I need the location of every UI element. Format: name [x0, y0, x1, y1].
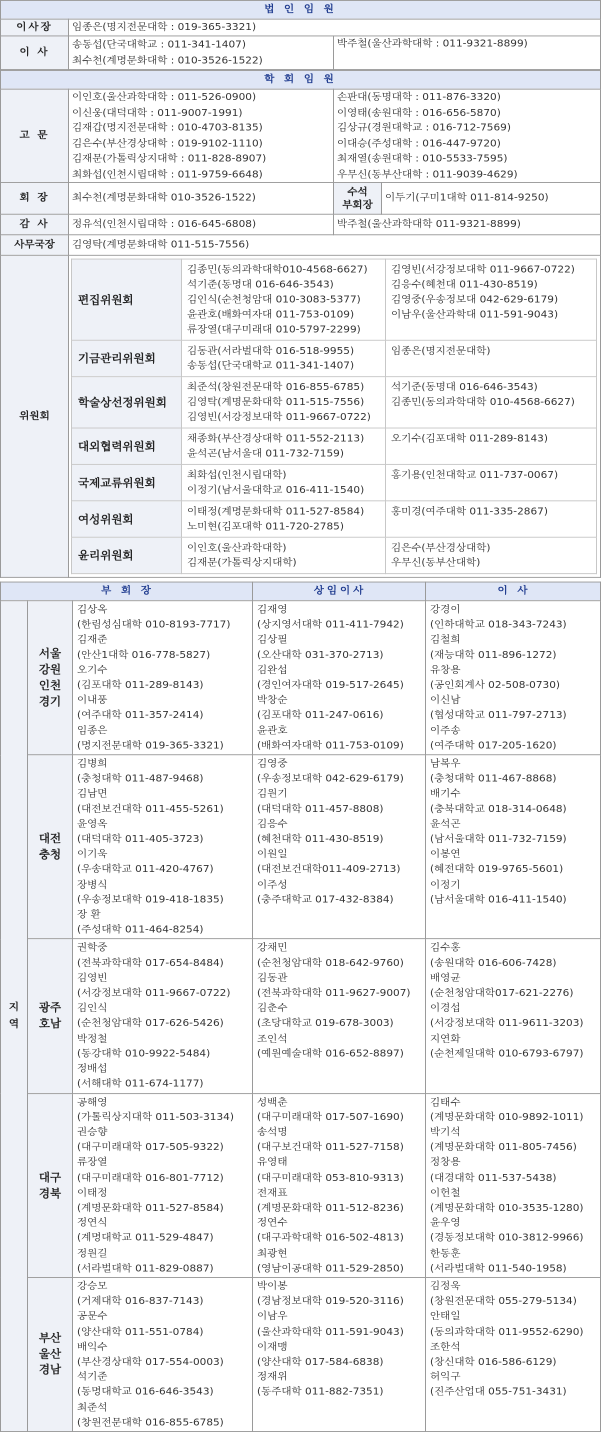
vice-president-cell — [73, 1277, 253, 1431]
regional-table — [0, 582, 601, 1432]
committee-member: 임종은(명지전문대학) — [391, 345, 491, 357]
standing-director-affiliation: (상지영서대학 011-411-7942) — [257, 619, 404, 631]
director-affiliation: (인하대학교 018-343-7243) — [430, 619, 567, 631]
director: 송동섭(단국대학교 : 011-341-1407) — [72, 39, 246, 51]
committee-member: 이남우(울산과학대 011-591-9043) — [391, 308, 559, 321]
director-affiliation: (협성대학교 011-797-2713) — [430, 709, 567, 722]
standing-director-affiliation: (전북과학대학 011-9627-9007) — [257, 987, 411, 999]
secretary-value: 김영탁(계명문화대학 011-515-7556) — [69, 235, 601, 256]
region-name-line: 경기 — [38, 694, 62, 708]
committee-members-col1 — [182, 340, 386, 376]
committee-member: 우무신(동부산대학) — [391, 557, 481, 569]
committee-member — [391, 446, 591, 461]
standing-director-name: 송석명 — [257, 1126, 288, 1138]
director-affiliation: (충청대학 011-467-8868) — [430, 773, 557, 785]
chair-value: 임종은(명지전문대학 : 019-365-3321) — [69, 19, 601, 36]
committee-member — [391, 322, 591, 337]
region-name-line: 호남 — [38, 1017, 62, 1031]
director-affiliation: (남서울대학 011-732-7159) — [430, 833, 567, 845]
standing-director-affiliation: (김포대학 011-247-0616) — [257, 709, 384, 722]
committee-row — [72, 340, 597, 376]
committee-member: 윤석곤(남서울대 011-732-7159) — [187, 448, 344, 460]
director-name: 조한석 — [430, 1341, 461, 1353]
standing-director-affiliation: (경인여자대학 019-517-2645) — [257, 679, 404, 691]
director-name: 허익구 — [430, 1371, 461, 1383]
standing-director-affiliation: (대구미래대학 053-810-9313) — [257, 1172, 404, 1184]
committee-member: 김영중(우송정보대 042-629-6179) — [391, 294, 559, 306]
senior-vp-value: 이두기(구미1대학 011-814-9250) — [382, 183, 601, 215]
vice-president-cell — [73, 601, 253, 755]
region-name — [28, 939, 73, 1093]
region-name-line: 대전 — [38, 831, 62, 846]
vice-president-name: 장병식 — [77, 879, 108, 891]
committee-row — [72, 259, 597, 340]
vice-president-cell — [73, 1093, 253, 1277]
standing-director-affiliation: (혜천대학 011-430-8519) — [257, 833, 384, 845]
region-row — [1, 1277, 601, 1431]
corp-officers-header: 법 인 임 원 — [1, 0, 601, 19]
vice-president-affiliation: (계명대학교 011-529-4847) — [77, 1232, 214, 1244]
region-name-line: 광주 — [38, 1001, 62, 1015]
standing-director-name: 전재표 — [257, 1187, 288, 1199]
auditor-value-1: 정유석(인천시립대학 : 016-645-6808) — [69, 214, 334, 235]
vice-president-name: 배익수 — [77, 1341, 108, 1353]
vice-president-affiliation: (양산대학 011-551-0784) — [77, 1326, 204, 1338]
vice-president-name: 장 환 — [77, 909, 101, 921]
region-name — [28, 601, 73, 755]
vice-president-affiliation: (우송대학교 011-420-4767) — [77, 863, 214, 876]
region-row — [1, 601, 601, 755]
corp-officers-table — [0, 0, 601, 70]
committee-member: 류장열(대구미래대 010-5797-2299) — [187, 323, 361, 336]
director-name: 김태수 — [430, 1096, 461, 1108]
auditor-value-2: 박주철(울산과학대학 011-9321-8899) — [334, 214, 601, 235]
vice-president-affiliation: (여주대학 011-357-2414) — [77, 709, 204, 722]
vice-president-name: 공문수 — [77, 1310, 108, 1323]
committee-member: 이태정(계명문화대학 011-527-8584) — [187, 505, 365, 518]
standing-director-name: 김완섭 — [257, 664, 288, 676]
director: 최수천(계명문화대학 : 010-3526-1522) — [72, 54, 263, 66]
committee-name: 학술상선정위원회 — [72, 377, 182, 428]
committee-member: 김종민(동의과학대학010-4568-6627) — [187, 264, 368, 276]
vice-president-affiliation: (서강정보대학 011-9667-0722) — [77, 987, 231, 999]
directors-col1 — [69, 36, 334, 70]
committee-member: 최화섭(인천시립대학) — [187, 469, 287, 481]
senior-vp-label-line1: 수석 — [347, 186, 368, 198]
senior-vp-label-line2: 부회장 — [342, 199, 373, 211]
committee-member: 김종민(동의과학대학 010-4568-6627) — [391, 396, 575, 408]
region-name-line: 강원 — [38, 662, 62, 676]
standing-director-name: 조인석 — [257, 1033, 288, 1045]
committee-member: 김인식(순천청암대 010-3083-5377) — [187, 294, 361, 306]
committee-member: 김응수(혜천대 011-430-8519) — [391, 279, 538, 291]
vice-president-affiliation: (전북과학대학 017-654-8484) — [77, 957, 224, 969]
director-affiliation: (계명문화대학 010-9892-1011) — [430, 1111, 584, 1123]
director-affiliation: (대경대학 011-537-5438) — [430, 1172, 557, 1184]
standing-director-name: 김상필 — [257, 634, 288, 646]
director-name: 박기석 — [430, 1126, 461, 1138]
director-affiliation: (송원대학 016-606-7428) — [430, 957, 557, 969]
vice-president-name: 권승향 — [77, 1126, 108, 1138]
standing-director-name: 김춘수 — [257, 1002, 288, 1015]
advisor: 이영태(송원대학 : 016-656-5870) — [337, 106, 501, 119]
vice-president-name: 이내풍 — [77, 694, 108, 706]
committee-row — [72, 537, 597, 573]
advisor: 김은수(부산경상대학 : 019-9102-1110) — [72, 137, 263, 149]
director-affiliation: (서강정보대학 011-9611-3203) — [430, 1017, 584, 1030]
standing-director-affiliation: (경남정보대학 019-520-3116) — [257, 1295, 404, 1308]
vice-president-name: 오기수 — [77, 664, 108, 676]
standing-director-affiliation: (예원예술대학 016-652-8897) — [257, 1048, 404, 1060]
director-affiliation: (순천청암대학017-621-2276) — [430, 987, 574, 999]
director-name: 유창용 — [430, 664, 461, 676]
director-name: 배기수 — [430, 788, 461, 800]
advisor: 김재문(가톨릭상지대학 : 011-828-8907) — [72, 153, 267, 165]
vice-president-affiliation: (창원전문대학 016-855-6785) — [77, 1416, 224, 1429]
director-affiliation: (남서울대학 016-411-1540) — [430, 894, 567, 906]
assoc-officers-header: 학 회 임 원 — [1, 70, 601, 89]
director-affiliation: (경동정보대학 010-3812-9966) — [430, 1232, 584, 1244]
advisor: 우무신(동부산대학 : 011-9039-4629) — [337, 168, 518, 180]
committees-cell — [69, 255, 601, 577]
director-affiliation: (계명문화대학 010-3535-1280) — [430, 1202, 584, 1214]
standing-director-name: 윤관호 — [257, 724, 288, 737]
standing-director-affiliation: (오산대학 031-370-2713) — [257, 649, 384, 661]
col-director: 이 사 — [426, 582, 601, 601]
standing-director-name: 정재위 — [257, 1371, 288, 1383]
director-affiliation: (창원전문대학 055-279-5134) — [430, 1295, 577, 1308]
standing-director-affiliation: (순천청암대학 018-642-9760) — [257, 957, 404, 969]
committee-name: 편집위원회 — [72, 259, 182, 340]
standing-director-name: 김원기 — [257, 788, 288, 800]
standing-director-affiliation: (대구미래대학 017-507-1690) — [257, 1111, 404, 1123]
committee-name: 국제교류위원회 — [72, 464, 182, 500]
director-affiliation: (계명문화대학 011-805-7456) — [430, 1141, 577, 1153]
standing-director-name: 이재맹 — [257, 1341, 288, 1353]
advisor: 이인호(울산과학대학 : 011-526-0900) — [72, 91, 257, 103]
committee-member: 윤관호(배화여자대 011-753-0109) — [187, 308, 355, 321]
committee-members-col1 — [182, 537, 386, 573]
vice-president-affiliation: (대덕대학 011-405-3723) — [77, 833, 204, 845]
standing-director-name: 유영태 — [257, 1156, 288, 1169]
region-name — [28, 755, 73, 939]
committee-members-col2 — [386, 464, 597, 500]
standing-director-affiliation: (충주대학교 017-432-8384) — [257, 894, 394, 906]
president-value: 최수천(계명문화대학 010-3526-1522) — [69, 183, 334, 215]
director-affiliation: (여주대학 017-205-1620) — [430, 740, 557, 752]
director-name: 이경섭 — [430, 1002, 461, 1015]
standing-director-name: 김응수 — [257, 818, 288, 830]
vice-president-affiliation: (동명대학교 016-646-3543) — [77, 1386, 214, 1398]
director-name: 배영균 — [430, 972, 461, 984]
vice-president-name: 이태정 — [77, 1187, 108, 1199]
standing-director-name: 강채민 — [257, 942, 288, 954]
vice-president-name: 김인식 — [77, 1002, 108, 1015]
director-cell — [426, 1277, 601, 1431]
vice-president-name: 김남면 — [77, 788, 108, 800]
director: 박주철(울산과학대학 : 011-9321-8899) — [337, 38, 528, 50]
president-label: 회 장 — [1, 183, 69, 215]
col-standing-director: 상임이사 — [253, 582, 426, 601]
director-name: 남복우 — [430, 758, 461, 770]
director-name: 이정기 — [430, 879, 461, 891]
region-name-line: 대구 — [38, 1170, 62, 1184]
committee-name: 윤리위원회 — [72, 537, 182, 573]
vice-president-affiliation: (김포대학 011-289-8143) — [77, 679, 204, 691]
standing-director-name: 이원일 — [257, 848, 288, 860]
committee-member: 홍미경(여주대학 011-335-2867) — [391, 505, 548, 518]
committee-member: 이인호(울산과학대학) — [187, 542, 287, 554]
vice-president-name: 윤영옥 — [77, 818, 108, 830]
region-name-line: 경남 — [38, 1363, 62, 1377]
committee-member: 오기수(김포대학 011-289-8143) — [391, 433, 548, 445]
advisor: 이대승(주성대학 : 016-447-9720) — [337, 137, 501, 149]
director-affiliation: (진주산업대 055-751-3431) — [430, 1386, 567, 1398]
director-cell — [426, 601, 601, 755]
vice-president-affiliation: (순천청암대학 017-626-5426) — [77, 1017, 224, 1030]
vice-president-name: 정연식 — [77, 1217, 108, 1229]
vice-president-affiliation: (충청대학 011-487-9468) — [77, 773, 204, 785]
director-name: 김정욱 — [430, 1280, 461, 1292]
director-name: 이봉연 — [430, 848, 461, 860]
director-name: 윤석곤 — [430, 818, 461, 830]
director-name: 이헌철 — [430, 1187, 461, 1199]
committee-members-col1 — [182, 464, 386, 500]
standing-director-cell — [253, 755, 426, 939]
advisor: 김재갑(명지전문대학 : 010-4703-8135) — [72, 122, 263, 134]
vice-president-affiliation: (가톨릭상지대학 011-503-3134) — [77, 1111, 234, 1123]
committee-member: 노미현(김포대학 011-720-2785) — [187, 520, 344, 533]
advisor: 최화섭(인천시립대학 : 011-9759-6648) — [72, 168, 263, 180]
committee-member: 김영빈(서강정보대학 011-9667-0722) — [391, 264, 575, 276]
advisor: 최재열(송원대학 : 010-5533-7595) — [337, 153, 508, 165]
committee-member: 석기준(동명대 016-646-3543) — [391, 381, 538, 394]
vice-president-name: 임종은 — [77, 724, 108, 737]
standing-director-affiliation: (계명문화대학 011-512-8236) — [257, 1202, 404, 1214]
director-name: 윤우영 — [430, 1217, 461, 1229]
committee-members-col2 — [386, 377, 597, 428]
vice-president-affiliation: (서해대학 011-674-1177) — [77, 1078, 204, 1090]
committee-member: 김동관(서라벌대학 016-518-9955) — [187, 345, 355, 357]
standing-director-name: 성백춘 — [257, 1096, 288, 1108]
standing-director-affiliation: (대구과학대학 016-502-4813) — [257, 1232, 404, 1244]
director-name: 김수홍 — [430, 942, 461, 954]
director-name: 정창용 — [430, 1156, 461, 1169]
standing-director-name: 최광현 — [257, 1247, 288, 1259]
director-cell — [426, 939, 601, 1093]
vice-president-affiliation: (대구미래대학 017-505-9322) — [77, 1141, 224, 1153]
vice-president-name: 이기욱 — [77, 848, 108, 860]
standing-director-name: 이주성 — [257, 879, 288, 891]
vice-president-name: 석기준 — [77, 1371, 108, 1383]
region-row — [1, 755, 601, 939]
chair-label: 이사장 — [1, 19, 69, 36]
committee-member: 홍기용(인천대학교 011-737-0067) — [391, 469, 559, 481]
vice-president-affiliation: (대구미래대학 016-801-7712) — [77, 1172, 224, 1184]
committee-row — [72, 501, 597, 537]
committee-member — [391, 519, 591, 534]
committees-label: 위원회 — [1, 255, 69, 577]
vice-president-name: 김상옥 — [77, 603, 108, 616]
secretary-label: 사무국장 — [1, 235, 69, 256]
col-vice-president: 부 회 장 — [1, 582, 253, 601]
region-row — [1, 939, 601, 1093]
committee-members-col2 — [386, 501, 597, 537]
standing-director-name: 정연수 — [257, 1217, 288, 1229]
committee-row — [72, 428, 597, 464]
standing-director-name: 김동관 — [257, 972, 288, 984]
committee-member: 이정기(남서울대학교 016-411-1540) — [187, 484, 365, 496]
region-name-line: 부산 — [38, 1331, 62, 1345]
vice-president-affiliation: (우송정보대학 019-418-1835) — [77, 894, 224, 906]
standing-director-affiliation: (울산과학대학 011-591-9043) — [257, 1326, 404, 1338]
assoc-officers-table — [0, 70, 601, 578]
vice-president-affiliation: (안산1대학 016-778-5827) — [77, 649, 211, 661]
committees-table — [71, 259, 597, 575]
committee-member: 송동섭(단국대학교 011-341-1407) — [187, 360, 355, 372]
committee-members-col1 — [182, 259, 386, 340]
committee-members-col2 — [386, 259, 597, 340]
committee-member — [391, 483, 591, 498]
standing-director-affiliation: (대전보건대학011-409-2713) — [257, 863, 401, 876]
standing-director-cell — [253, 939, 426, 1093]
committee-members-col1 — [182, 501, 386, 537]
standing-director-cell — [253, 601, 426, 755]
director-affiliation: (순천제일대학 010-6793-6797) — [430, 1048, 584, 1060]
committee-members-col1 — [182, 428, 386, 464]
region-name — [28, 1277, 73, 1431]
committee-member: 김은수(부산경상대학) — [391, 542, 491, 554]
region-name-line: 경북 — [38, 1186, 62, 1200]
vice-president-affiliation: (주성대학 011-464-8254) — [77, 924, 204, 936]
committee-member: 김영탁(계명문화대학 011-515-7556) — [187, 396, 365, 408]
director-affiliation: (충북대학교 018-314-0648) — [430, 803, 567, 815]
vice-president-name: 강승모 — [77, 1280, 108, 1292]
standing-director-affiliation: (대덕대학 011-457-8808) — [257, 803, 384, 815]
standing-director-name: 이남우 — [257, 1310, 288, 1323]
advisors-col2 — [334, 89, 601, 182]
director-name: 한동훈 — [430, 1247, 461, 1259]
vice-president-name: 권학중 — [77, 942, 108, 954]
director-cell — [426, 1093, 601, 1277]
committee-member: 석기준(동명대 016-646-3543) — [187, 279, 334, 291]
standing-director-cell — [253, 1277, 426, 1431]
director-affiliation: (동의과학대학 011-9552-6290) — [430, 1326, 584, 1338]
region-name-line: 서울 — [38, 646, 62, 661]
standing-director-affiliation: (초당대학교 019-678-3003) — [257, 1017, 394, 1030]
vice-president-name: 박정철 — [77, 1033, 108, 1045]
vice-president-name: 김영빈 — [77, 972, 108, 984]
standing-director-name: 김재영 — [257, 603, 288, 616]
vice-president-cell — [73, 939, 253, 1093]
committee-member — [391, 410, 591, 425]
director-name: 강경이 — [430, 603, 461, 616]
committee-name: 대외협력위원회 — [72, 428, 182, 464]
vice-president-name: 김재준 — [77, 634, 108, 646]
standing-director-affiliation: (배화여자대학 011-753-0109) — [257, 740, 404, 752]
committee-members-col1 — [182, 377, 386, 428]
vice-president-affiliation: (명지전문대학 019-365-3321) — [77, 740, 224, 752]
committee-member: 채종화(부산경상대학 011-552-2113) — [187, 433, 365, 445]
standing-director-cell — [253, 1093, 426, 1277]
standing-director-affiliation: (우송정보대학 042-629-6179) — [257, 773, 404, 785]
director-affiliation: (혜전대학 019-9765-5601) — [430, 863, 564, 876]
region-row — [1, 1093, 601, 1277]
region-name-line: 인천 — [38, 678, 62, 692]
advisor: 김상규(경원대학교 : 016-712-7569) — [337, 122, 511, 134]
standing-director-name: 박이봉 — [257, 1280, 288, 1292]
director-affiliation: (서라벌대학 011-540-1958) — [430, 1262, 567, 1274]
region-name-line: 울산 — [38, 1347, 62, 1361]
standing-director-name: 박창순 — [257, 694, 288, 706]
advisors-label: 고 문 — [1, 89, 69, 182]
committee-members-col2 — [386, 537, 597, 573]
vice-president-name: 공해영 — [77, 1096, 108, 1108]
committee-members-col2 — [386, 428, 597, 464]
committee-name: 여성위원회 — [72, 501, 182, 537]
senior-vp-label — [334, 183, 382, 215]
directors-label: 이 사 — [1, 36, 69, 70]
standing-director-name: 김영중 — [257, 758, 288, 770]
director-name: 이신남 — [430, 694, 461, 706]
committee-name: 기금관리위원회 — [72, 340, 182, 376]
director-name: 안태일 — [430, 1310, 461, 1323]
vice-president-name: 류장열 — [77, 1156, 108, 1169]
vice-president-name: 김병희 — [77, 758, 108, 770]
vice-president-affiliation: (한림성심대학 010-8193-7717) — [77, 619, 231, 631]
committee-members-col2 — [386, 340, 597, 376]
vice-president-name: 최준석 — [77, 1401, 108, 1413]
vice-president-affiliation: (서라벌대학 011-829-0887) — [77, 1262, 214, 1274]
vice-president-affiliation: (부산경상대학 017-554-0003) — [77, 1356, 224, 1368]
region-group-label: 지 역 — [1, 601, 28, 1432]
vice-president-affiliation: (동강대학 010-9922-5484) — [77, 1048, 211, 1060]
committee-member: 김영빈(서강정보대학 011-9667-0722) — [187, 411, 371, 423]
vice-president-cell — [73, 755, 253, 939]
vice-president-affiliation: (대전보건대학 011-455-5261) — [77, 803, 224, 815]
standing-director-affiliation: (동주대학 011-882-7351) — [257, 1386, 384, 1398]
director-cell — [426, 755, 601, 939]
committee-member: 최준석(창원전문대학 016-855-6785) — [187, 381, 365, 394]
director-affiliation: (재능대학 011-896-1272) — [430, 649, 557, 661]
standing-director-affiliation: (대구보건대학 011-527-7158) — [257, 1141, 404, 1153]
standing-director-affiliation: (영남이공대학 011-529-2850) — [257, 1262, 404, 1274]
director-affiliation: (창신대학 016-586-6129) — [430, 1356, 557, 1368]
director-name: 지연화 — [430, 1033, 461, 1045]
vice-president-name: 정원길 — [77, 1247, 108, 1259]
vice-president-affiliation: (거제대학 016-837-7143) — [77, 1295, 204, 1308]
committee-row — [72, 464, 597, 500]
advisors-col1 — [69, 89, 334, 182]
region-name-line: 충청 — [38, 847, 62, 861]
advisor: 이신웅(대덕대학 : 011-9007-1991) — [72, 106, 243, 119]
committee-row — [72, 377, 597, 428]
vice-president-affiliation: (계명문화대학 011-527-8584) — [77, 1202, 224, 1214]
director-affiliation: (공인회계사 02-508-0730) — [430, 679, 560, 691]
director-name: 이주송 — [430, 724, 461, 737]
standing-director-affiliation: (양산대학 017-584-6838) — [257, 1356, 384, 1368]
director-name: 김철희 — [430, 634, 461, 646]
auditor-label: 감 사 — [1, 214, 69, 235]
region-name — [28, 1093, 73, 1277]
advisor: 손판대(동명대학 : 011-876-3320) — [337, 91, 501, 103]
committee-member: 김재문(가톨릭상지대학) — [187, 557, 297, 569]
committee-member — [391, 358, 591, 373]
directors-col2 — [334, 36, 601, 70]
vice-president-name: 정배섭 — [77, 1063, 108, 1075]
